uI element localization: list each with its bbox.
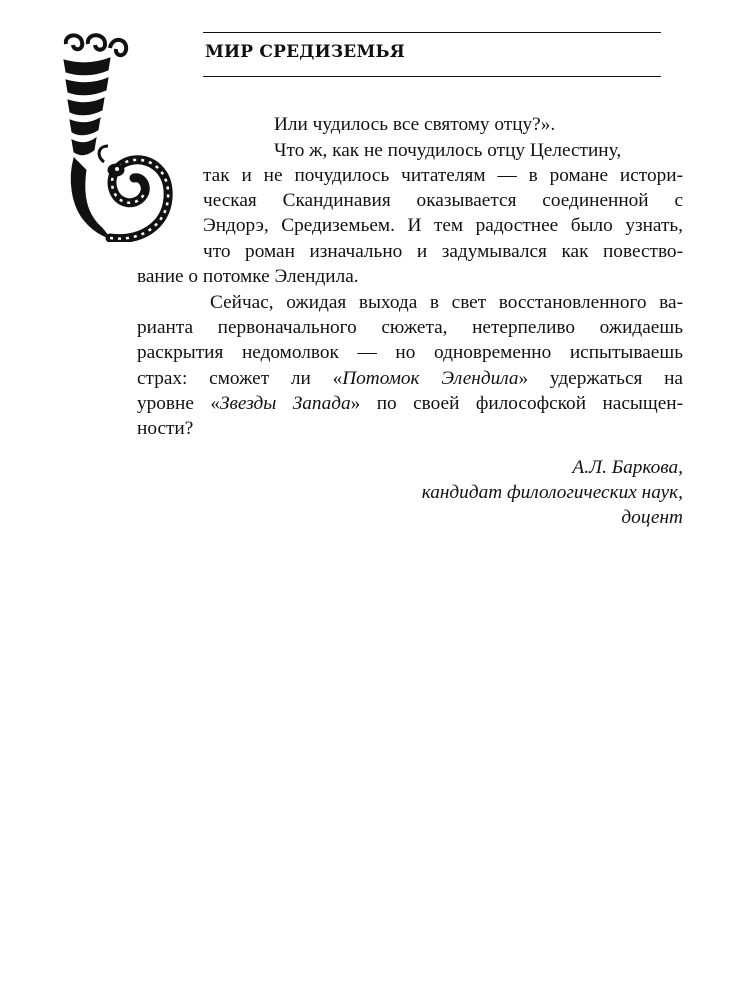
paragraph-2-line-1: Сейчас, ожидая выхода в свет восстановленного ва- [210,292,683,313]
scroll-dragon-ornament-icon [58,30,188,242]
paragraph-1-line-5: Эндорэ, Средиземьем. И тем радостнее было узнать, [203,215,683,236]
line4-before: страх: сможет ли « [137,368,343,389]
header-rule-top [203,32,661,33]
paragraph-1-line-2: Что ж, как не почудилось отцу Целестину, [274,140,622,161]
signature-title: кандидат филологических наук, [421,482,683,503]
paragraph-1-line-1: Или чудилось все святому отцу?». [274,114,556,135]
paragraph-2-line-3: раскрытия недомолвок — но одновременно испытываешь [137,342,683,363]
header-rule-bottom [203,76,661,77]
paragraph-2-line-6: ности? [137,418,194,439]
line4-after: » удержаться на [518,368,683,389]
paragraph-2-line-2: рианта первоначального сюжета, нетерпеливо ожидаешь [137,317,683,338]
paragraph-1-line-6: что роман изначально и задумывался как повество- [203,241,683,262]
signature-name: А.Л. Баркова, [572,457,683,478]
paragraph-2-line-4 [137,367,683,391]
paragraph-1-line-3: так и не почудилось читателям — в романе истори- [203,165,683,186]
line5-after: » по своей философской насыщен- [350,393,683,414]
paragraph-2-line-5 [137,392,683,416]
paragraph-1-line-7: вание о потомке Элендила. [137,266,359,287]
line5-before: уровне « [137,393,220,414]
paragraph-1-line-4: ческая Скандинавия оказывается соединенной с [203,190,683,211]
running-head: МИР СРЕДИЗЕМЬЯ [205,42,405,62]
book-title-zvezdy-zapada: Звезды Запада [220,393,351,414]
signature-rank: доцент [621,507,683,528]
book-title-potomok-elendila: Потомок Элендила [342,368,519,389]
